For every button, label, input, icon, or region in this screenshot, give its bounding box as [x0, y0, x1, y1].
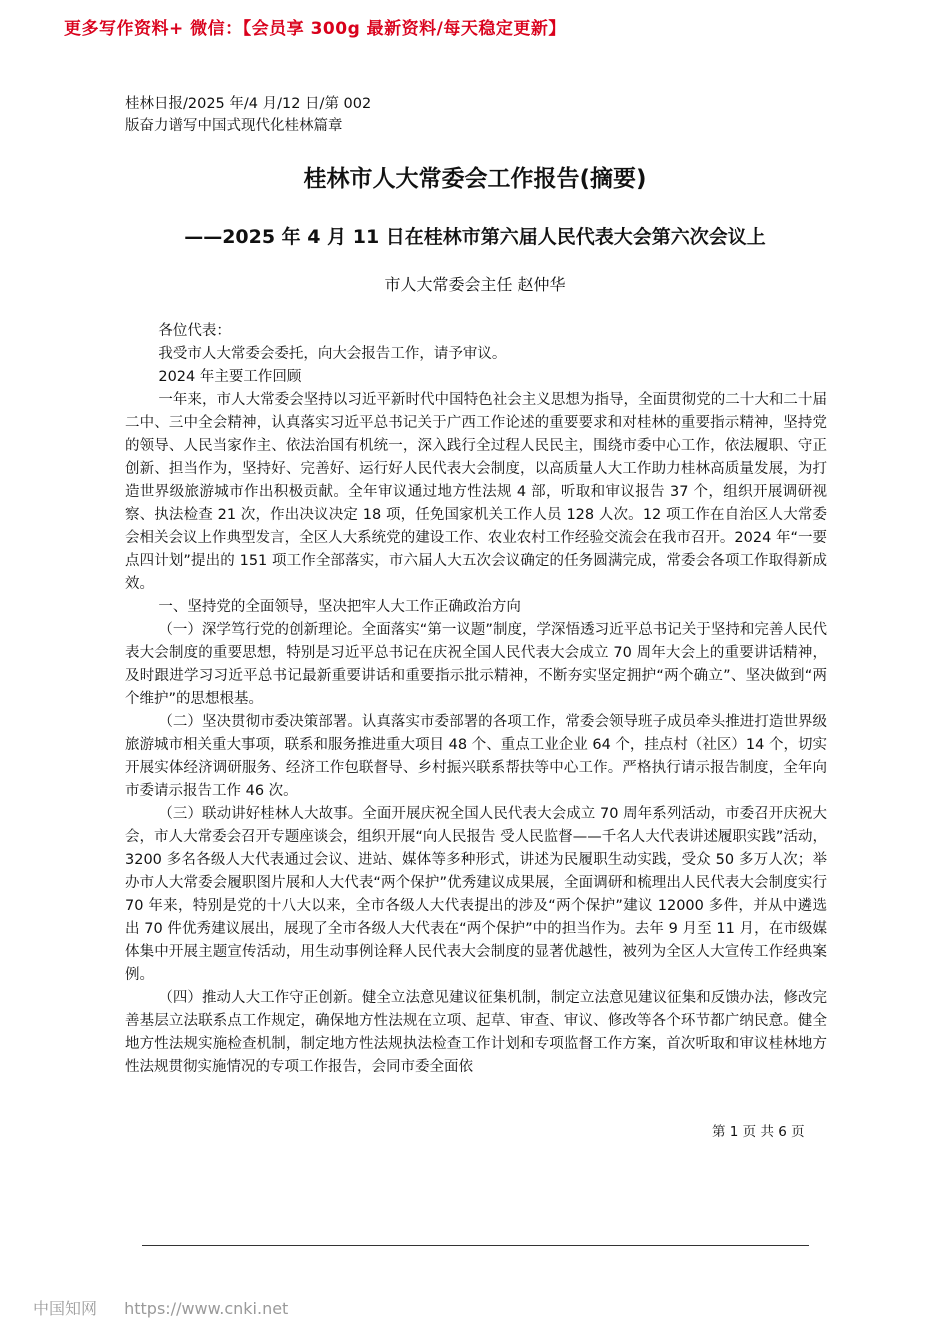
paragraph: （四）推动人大工作守正创新。健全立法意见建议征集机制，制定立法意见建议征集和反馈办法，修改完善基层立法联系点工作规定，确保地方性法规在立项、起草、审查、审议、修改等各个环节都广纳民意。健全地方性法规实施检查机制，制定地方性法规执法检查工作计划和专项监督工作方案，首次听取和审议桂林地方性法规贯彻实施情况的专项工作报告，会同市委全面依: [125, 990, 827, 1075]
source-meta: [125, 93, 371, 137]
paragraph: 2024 年主要工作回顾: [158, 369, 302, 385]
article-body: [125, 320, 827, 1079]
paragraph: 我受市人大常委会委托，向大会报告工作，请予审议。: [158, 346, 507, 362]
page-title: 桂林市人大常委会工作报告(摘要): [303, 166, 647, 192]
watermark-brand: 中国知网: [33, 1299, 98, 1318]
promo-banner: 更多写作资料+ 微信：【会员享 300g 最新资料/每天稳定更新】: [64, 19, 566, 39]
column-line: 版奋力谱写中国式现代化桂林篇章: [125, 118, 343, 134]
source-line: 桂林日报/2025 年/4 月/12 日/第 002: [125, 96, 372, 112]
paragraph: （二）坚决贯彻市委决策部署。认真落实市委部署的各项工作，常委会领导班子成员牵头推进打造世界级旅游城市相关重大事项，联系和服务推进重大项目 48 个、重点工业企业 64 个，挂点村（社区）14 个，切实开展实体经济调研服务、经济工作包联督导、乡村振兴联系帮扶等中心工作。严格执行请示报告制度，全年向市委请示报告工作 46 次。: [125, 714, 827, 799]
paragraph: 一年来，市人大常委会坚持以习近平新时代中国特色社会主义思想为指导，全面贯彻党的二十大和二十届二中、三中全会精神，认真落实习近平总书记关于广西工作论述的重要要求和对桂林的重要指示精神，坚持党的领导、人民当家作主、依法治国有机统一，深入践行全过程人民民主，围绕市委中心工作，依法履职、守正创新、担当作为，坚持好、完善好、运行好人民代表大会制度，以高质量人大工作助力桂林高质量发展，为打造世界级旅游城市作出积极贡献。全年审议通过地方性法规 4 部，听取和审议报告 37 个，组织开展调研视察、执法检查 21 次，作出决议决定 18 项，任免国家机关工作人员 128 人次。12 项工作在自治区人大常委会相关会议上作典型发言，全区人大系统党的建设工作、农业农村工作经验交流会在我市召开。2024 年“一要点四计划”提出的 151 项工作全部落实，市六届人大五次会议确定的任务圆满完成，常委会各项工作取得新成效。: [125, 392, 827, 592]
paragraph: （一）深学笃行党的创新理论。全面落实“第一议题”制度，学深悟透习近平总书记关于坚持和完善人民代表大会制度的重要思想，特别是习近平总书记在庆祝全国人民代表大会成立 70 周年大会上的重要讲话精神，及时跟进学习习近平总书记最新重要讲话和重要指示批示精神，不断夯实坚定拥护“两个确立”、坚决做到“两个维护”的思想根基。: [125, 622, 827, 707]
page-number: 第 1 页 共 6 页: [712, 1124, 805, 1140]
paragraph: （三）联动讲好桂林人大故事。全面开展庆祝全国人民代表大会成立 70 周年系列活动，市委召开庆祝大会，市人大常委会召开专题座谈会，组织开展“向人民报告 受人民监督——千名人大代表讲述履职实践”活动，3200 多名各级人大代表通过会议、进站、媒体等多种形式，讲述为民履职生动实践，受众 50 多万人次；举办市人大常委会履职图片展和人大代表“两个保护”优秀建议成果展，全面调研和梳理出人民代表大会制度实行 70 年来，特别是党的十八大以来，全市各级人大代表提出的涉及“两个保护”建议 12000 多件，并从中遴选出 70 件优秀建议展出，展现了全市各级人大代表在“两个保护”中的担当作为。去年 9 月至 11 月，在市级媒体集中开展主题宣传活动，用生动事例诠释人民代表大会制度的显著优越性，被列为全区人大宣传工作经典案例。: [125, 806, 827, 983]
watermark-url: https://www.cnki.net: [124, 1299, 289, 1318]
watermark: [33, 1296, 288, 1319]
paragraph: 一、坚持党的全面领导，坚决把牢人大工作正确政治方向: [158, 599, 521, 615]
author-line: 市人大常委会主任 赵仲华: [384, 275, 566, 294]
divider: [142, 1245, 809, 1246]
paragraph: 各位代表：: [158, 323, 231, 339]
page-subtitle: ——2025 年 4 月 11 日在桂林市第六届人民代表大会第六次会议上: [184, 226, 766, 248]
